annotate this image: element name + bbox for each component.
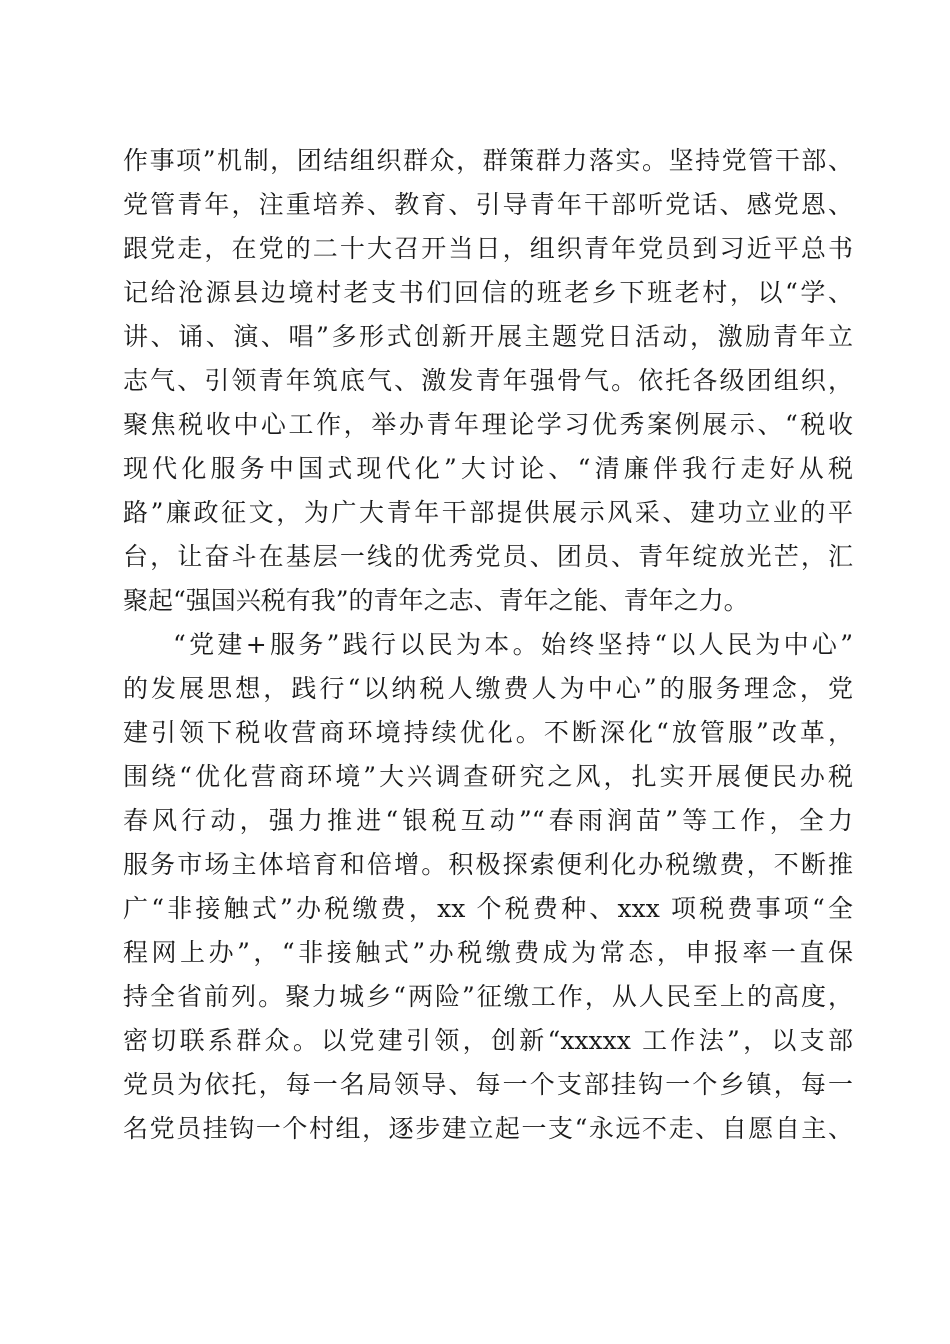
paragraph-start-line: “党建+服务”践行以民为本。始终坚持“以人民为中心” (173, 630, 853, 659)
text-line: 的发展思想，践行“以纳税人缴费人为中心”的服务理念，党 (123, 674, 853, 703)
text-line: 台，让奋斗在基层一线的优秀党员、团员、青年绽放光芒，汇 (123, 542, 853, 571)
text-line: 密切联系群众。以党建引领，创新“xxxxx 工作法”，以支部 (123, 1026, 853, 1055)
text-line: 现代化服务中国式现代化”大讨论、“清廉伴我行走好从税 (123, 454, 853, 483)
text-line: 党员为依托，每一名局领导、每一个支部挂钩一个乡镇，每一 (123, 1070, 853, 1099)
text-line: 路”廉政征文，为广大青年干部提供展示风采、建功立业的平 (123, 498, 853, 527)
text-line: 持全省前列。聚力城乡“两险”征缴工作，从人民至上的高度， (123, 982, 853, 1011)
text-line: 围绕“优化营商环境”大兴调查研究之风，扎实开展便民办税 (123, 762, 853, 791)
text-line: 讲、诵、演、唱”多形式创新开展主题党日活动，激励青年立 (123, 322, 853, 351)
text-line: 记给沧源县边境村老支书们回信的班老乡下班老村，以“学、 (123, 278, 853, 307)
text-line: 聚焦税收中心工作，举办青年理论学习优秀案例展示、“税收 (123, 410, 853, 439)
paragraph-end-line: 聚起“强国兴税有我”的青年之志、青年之能、青年之力。 (123, 586, 749, 615)
text-line: 作事项”机制，团结组织群众，群策群力落实。坚持党管干部、 (123, 146, 853, 175)
text-line: 志气、引领青年筑底气、激发青年强骨气。依托各级团组织， (123, 366, 853, 395)
body-text (123, 139, 853, 1151)
text-line: 程网上办”，“非接触式”办税缴费成为常态，申报率一直保 (123, 938, 853, 967)
text-line: 广“非接触式”办税缴费，xx 个税费种、xxx 项税费事项“全 (123, 894, 853, 923)
text-line: 党管青年，注重培养、教育、引导青年干部听党话、感党恩、 (123, 190, 853, 219)
text-line: 建引领下税收营商环境持续优化。不断深化“放管服”改革， (123, 718, 853, 747)
text-line: 名党员挂钩一个村组，逐步建立起一支“永远不走、自愿自主、 (123, 1114, 853, 1143)
text-line: 跟党走，在党的二十大召开当日，组织青年党员到习近平总书 (123, 234, 853, 263)
text-line: 服务市场主体培育和倍增。积极探索便利化办税缴费，不断推 (123, 850, 853, 879)
text-line: 春风行动，强力推进“银税互动”“春雨润苗”等工作，全力 (123, 806, 853, 835)
